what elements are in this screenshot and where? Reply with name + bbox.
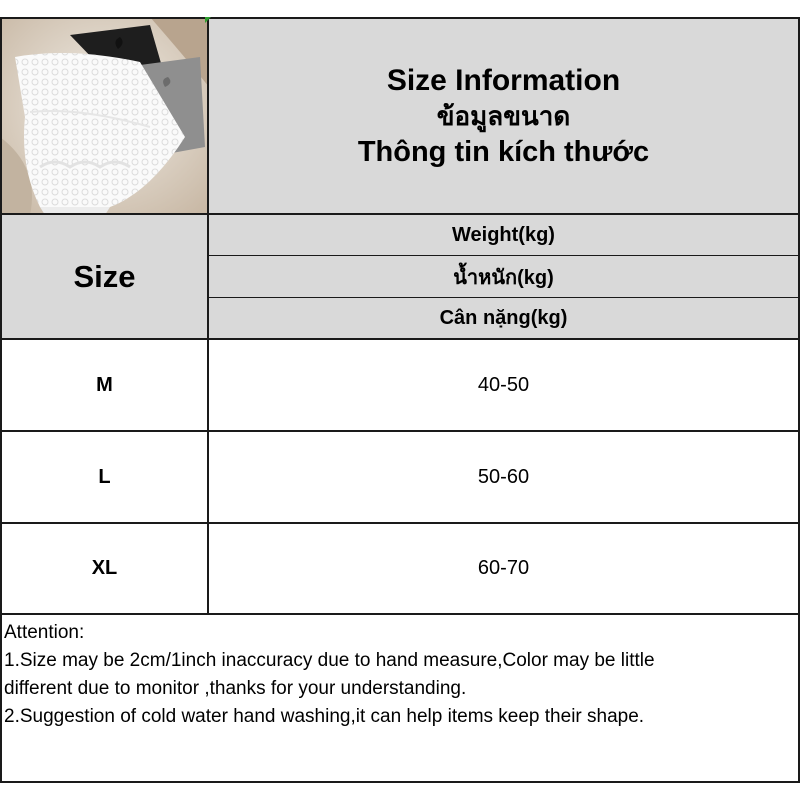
title-english: Size Information — [386, 63, 621, 97]
lace-underwear-photo-icon — [0, 17, 209, 215]
title-thai: ข้อมูลขนาด — [436, 100, 571, 131]
table-row-size — [2, 524, 207, 613]
weight-header-th-cell — [209, 256, 798, 297]
weight-header-en-cell — [209, 215, 798, 255]
weight-xl: 60-70 — [477, 557, 530, 579]
table-row-weight — [209, 524, 798, 613]
table-row-size — [2, 340, 207, 430]
note-line-2: different due to monitor ,thanks for your understanding. — [4, 678, 467, 699]
weight-l: 50-60 — [477, 465, 530, 488]
border-table-bottom — [0, 613, 800, 615]
border-bottom — [0, 781, 800, 783]
weight-header-th: น้ำหนัก(kg) — [453, 266, 554, 289]
table-row-size — [2, 432, 207, 522]
title-cell — [209, 19, 798, 213]
size-header: Size — [73, 258, 136, 294]
product-photo — [0, 17, 209, 215]
size-header-cell — [2, 215, 207, 338]
table-row-weight — [209, 340, 798, 430]
size-l: L — [98, 465, 111, 488]
weight-header-vi: Cân nặng(kg) — [439, 306, 568, 329]
title-vietnamese: Thông tin kích thước — [357, 135, 650, 168]
note-line-1: 1.Size may be 2cm/1inch inaccuracy due to hand measure,Color may be little — [4, 650, 655, 671]
attention-notes — [4, 619, 794, 731]
weight-header-vi-cell — [209, 298, 798, 338]
weight-header-en: Weight(kg) — [452, 223, 555, 246]
table-row-weight — [209, 432, 798, 522]
note-line-3: 2.Suggestion of cold water hand washing,it can help items keep their shape. — [4, 706, 645, 727]
weight-m: 40-50 — [477, 373, 530, 396]
attention-heading: Attention: — [4, 622, 85, 643]
size-xl: XL — [91, 557, 118, 579]
size-m: M — [96, 373, 113, 396]
